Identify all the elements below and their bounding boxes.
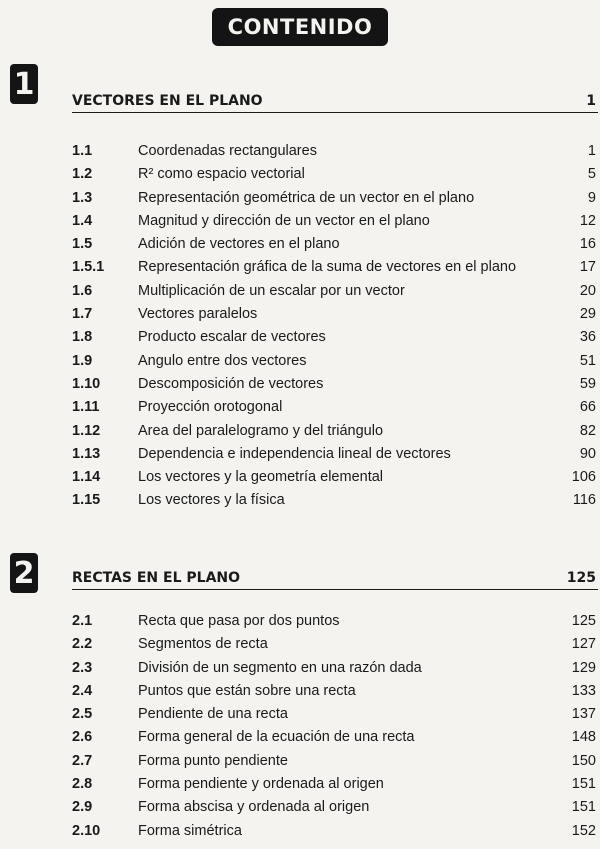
entry-number: 2.3 [72,659,93,676]
chapter-2-number-badge: 2 [10,553,38,593]
entry-number: 1.7 [72,306,93,323]
entry-page: 36 [579,329,596,346]
entry-page: 20 [579,282,596,299]
toc-entry[interactable] [0,303,600,326]
toc-entry[interactable] [0,633,600,656]
entry-page: 29 [579,306,596,323]
entry-title: Coordenadas rectangulares [138,143,317,159]
entry-number: 2.5 [72,706,93,723]
toc-entry[interactable] [0,420,600,443]
entry-page: 59 [579,375,596,392]
toc-entry[interactable] [0,680,600,703]
toc-entry[interactable] [0,703,600,726]
toc-entry[interactable] [0,396,600,419]
entry-number: 1.3 [72,189,93,206]
entry-number: 1.2 [72,166,93,183]
entry-number: 1.10 [72,375,101,392]
toc-entry[interactable] [0,610,600,633]
entry-title: Forma abscisa y ordenada al origen [138,799,370,816]
entry-number: 1.11 [72,399,100,416]
entry-page: 90 [579,445,596,462]
entry-title: R² como espacio vectorial [138,166,305,183]
entry-page: 82 [579,422,596,439]
entry-page: 5 [587,166,596,183]
chapter-2-entries [0,610,600,843]
toc-entry[interactable] [0,796,600,819]
toc-entry[interactable] [0,256,600,279]
chapter-1-entries [0,140,600,513]
entry-number: 2.4 [72,682,93,699]
toc-entry[interactable] [0,773,600,796]
entry-title: Angulo entre dos vectores [138,352,307,369]
entry-title: Recta que pasa por dos puntos [138,613,340,629]
entry-title: Forma pendiente y ordenada al origen [138,776,384,793]
entry-number: 1.4 [72,212,93,229]
toc-entry[interactable] [0,140,600,163]
entry-number: 1.8 [72,329,93,346]
toc-entry[interactable] [0,443,600,466]
entry-title: Pendiente de una recta [138,706,288,723]
entry-title: Representación geométrica de un vector en el plano [138,189,475,206]
toc-entry[interactable] [0,489,600,512]
entry-number: 1.9 [72,352,93,369]
toc-entry[interactable] [0,233,600,256]
entry-title: Forma punto pendiente [138,752,288,769]
chapter-2-page: 125 [566,570,596,586]
page-title: CONTENIDO [212,8,388,46]
entry-page: 133 [571,682,596,699]
entry-number: 1.14 [72,469,101,486]
entry-number: 2.6 [72,729,93,746]
chapter-1-page: 1 [586,93,596,109]
toc-entry[interactable] [0,163,600,186]
toc-entry[interactable] [0,820,600,843]
toc-entry[interactable] [0,350,600,373]
entry-title: Representación gráfica de la suma de vectores en el plano [138,259,517,276]
toc-entry[interactable] [0,657,600,680]
chapter-2-title: RECTAS EN EL PLANO [72,570,241,586]
toc-entry[interactable] [0,210,600,233]
toc-entry[interactable] [0,466,600,489]
entry-number: 1.1 [72,143,93,159]
entry-page: 150 [571,752,596,769]
entry-title: Segmentos de recta [138,636,268,653]
entry-number: 2.1 [72,613,93,629]
entry-page: 127 [571,636,596,653]
entry-title: Descomposición de vectores [138,375,324,392]
entry-page: 129 [571,659,596,676]
entry-page: 152 [571,822,596,839]
entry-title: Puntos que están sobre una recta [138,682,356,699]
entry-title: Los vectores y la geometría elemental [138,469,384,486]
entry-title: Multiplicación de un escalar por un vector [138,282,405,299]
entry-page: 151 [571,799,596,816]
entry-number: 2.9 [72,799,93,816]
entry-page: 12 [579,212,596,229]
entry-page: 125 [571,613,596,629]
entry-page: 16 [579,236,596,253]
entry-number: 2.10 [72,822,101,839]
entry-number: 2.7 [72,752,93,769]
entry-title: División de un segmento en una razón dada [138,659,422,676]
entry-page: 66 [579,399,596,416]
entry-number: 1.5.1 [72,259,105,276]
entry-page: 17 [579,259,596,276]
toc-entry[interactable] [0,726,600,749]
entry-title: Los vectores y la física [138,492,285,509]
entry-title: Area del paralelogramo y del triángulo [138,422,384,439]
entry-page: 106 [571,469,596,486]
entry-page: 116 [572,492,596,509]
entry-page: 137 [571,706,596,723]
chapter-1-heading[interactable] [72,90,598,113]
entry-page: 148 [571,729,596,746]
entry-number: 1.15 [72,492,101,509]
entry-number: 1.12 [72,422,101,439]
entry-number: 1.5 [72,236,93,253]
entry-page: 1 [587,143,596,159]
entry-title: Forma simétrica [138,822,242,839]
entry-number: 1.13 [72,445,101,462]
toc-entry[interactable] [0,187,600,210]
entry-page: 9 [587,189,596,206]
toc-entry[interactable] [0,280,600,303]
entry-title: Proyección orotogonal [138,399,283,416]
entry-number: 2.2 [72,636,93,653]
entry-title: Producto escalar de vectores [138,329,326,346]
entry-page: 51 [579,352,596,369]
entry-number: 2.8 [72,776,93,793]
chapter-2-heading[interactable] [72,567,598,590]
entry-page: 151 [571,776,596,793]
toc-entry[interactable] [0,326,600,349]
entry-number: 1.6 [72,282,93,299]
chapter-1-title: VECTORES EN EL PLANO [72,93,263,109]
entry-title: Adición de vectores en el plano [138,236,340,253]
chapter-1-number-badge: 1 [10,64,38,104]
entry-title: Vectores paralelos [138,306,258,323]
entry-title: Forma general de la ecuación de una recta [138,729,415,746]
entry-title: Dependencia e independencia lineal de vectores [138,445,451,462]
toc-entry[interactable] [0,750,600,773]
toc-entry[interactable] [0,373,600,396]
entry-title: Magnitud y dirección de un vector en el plano [138,212,430,229]
